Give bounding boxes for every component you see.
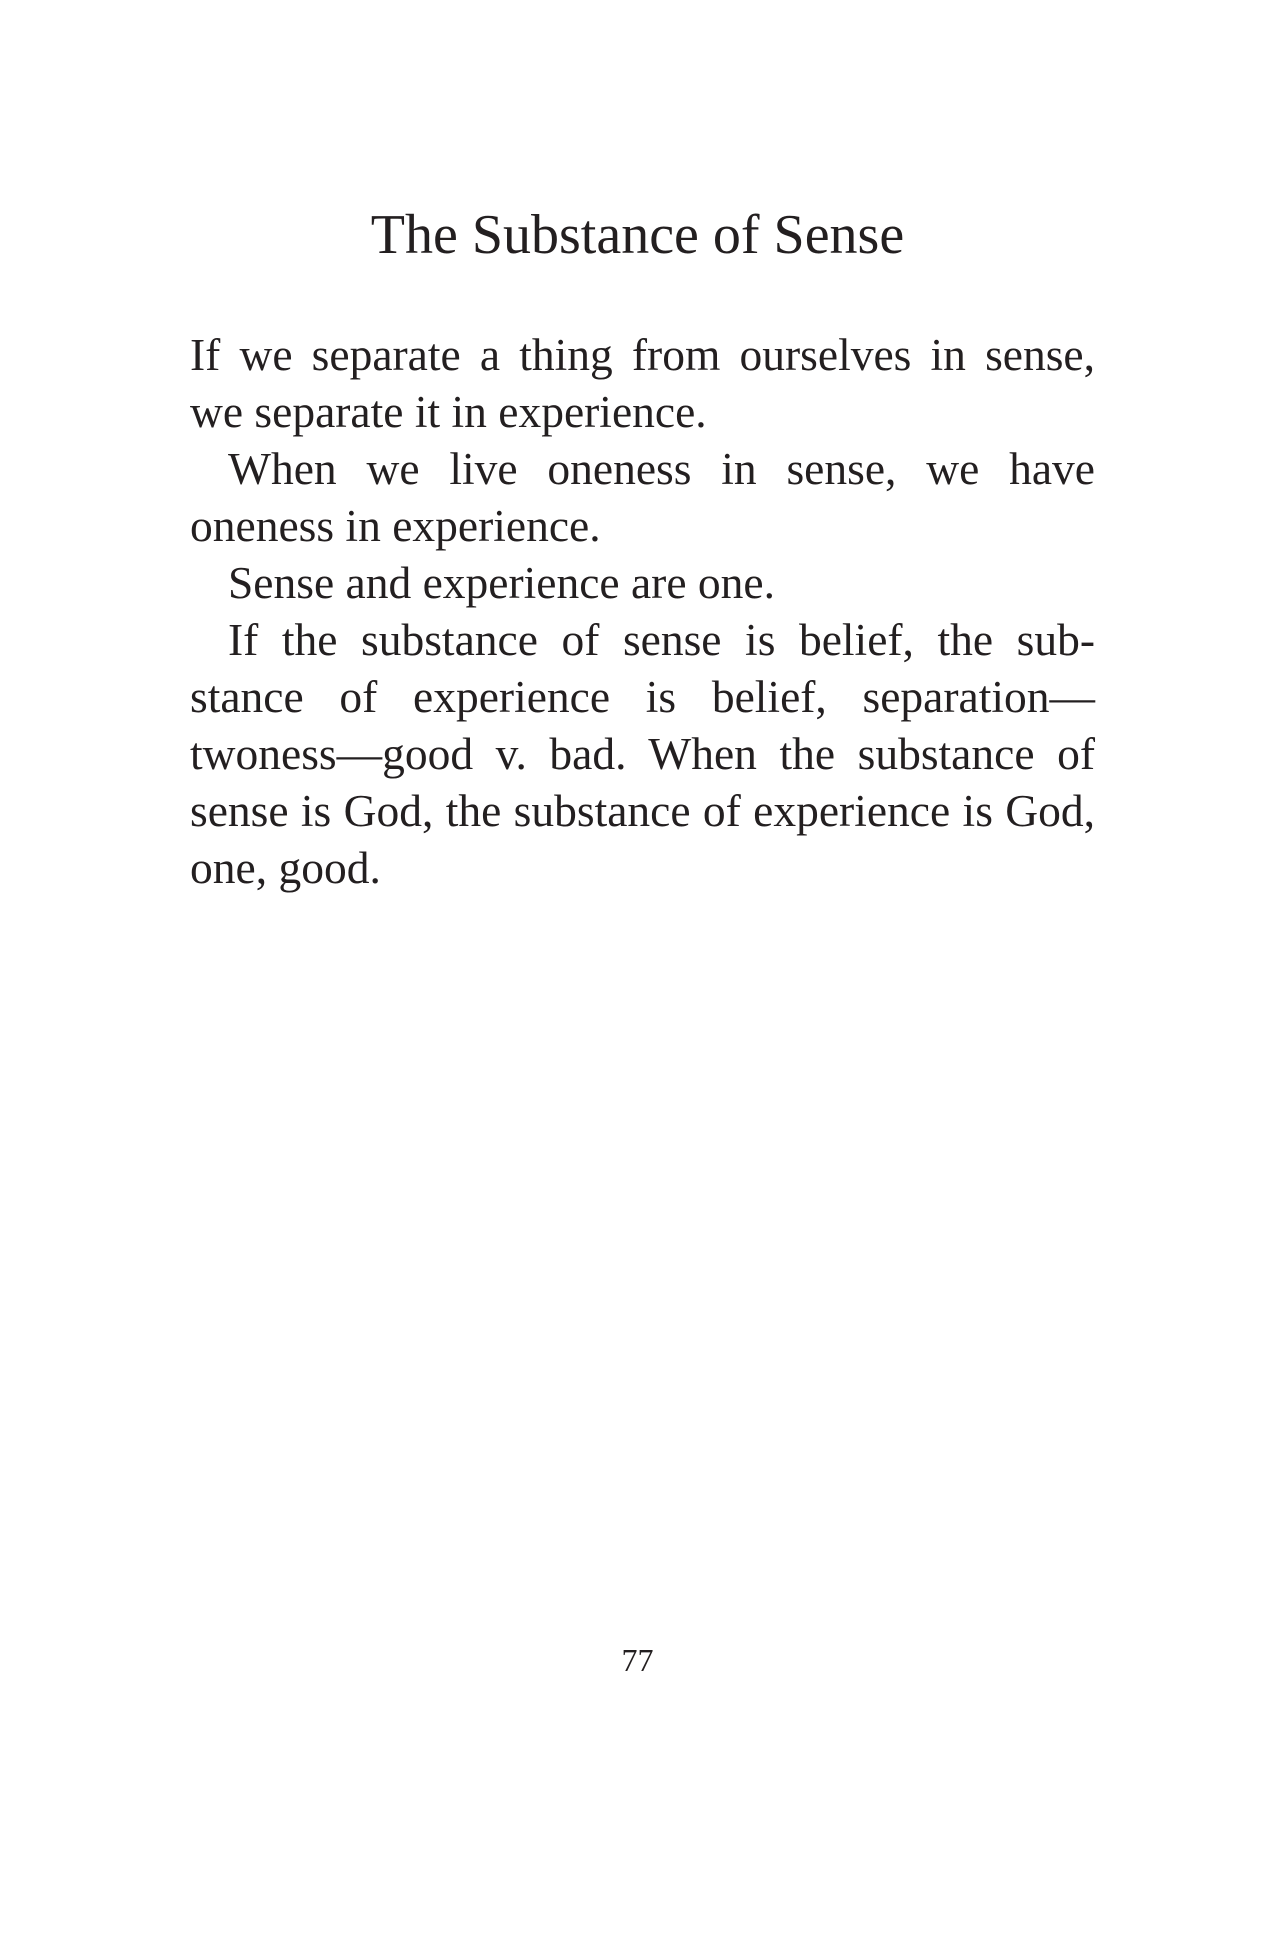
paragraph-3: Sense and experience are one.	[228, 557, 775, 608]
paragraph-1: If we separate a thing from ourselves in sense, we separate it in experience.	[190, 329, 1095, 437]
body-text	[190, 326, 1095, 896]
page-number: 77	[621, 1642, 654, 1678]
chapter-title: The Substance of Sense	[370, 204, 905, 266]
paragraph-4: If the substance of sense is belief, the sub-stance of experience is belief, separation—twoness—good v. bad. When the substance of sense is God, the substance of experience is God, one, good.	[190, 614, 1095, 893]
paragraph-2: When we live oneness in sense, we have oneness in experience.	[190, 443, 1095, 551]
